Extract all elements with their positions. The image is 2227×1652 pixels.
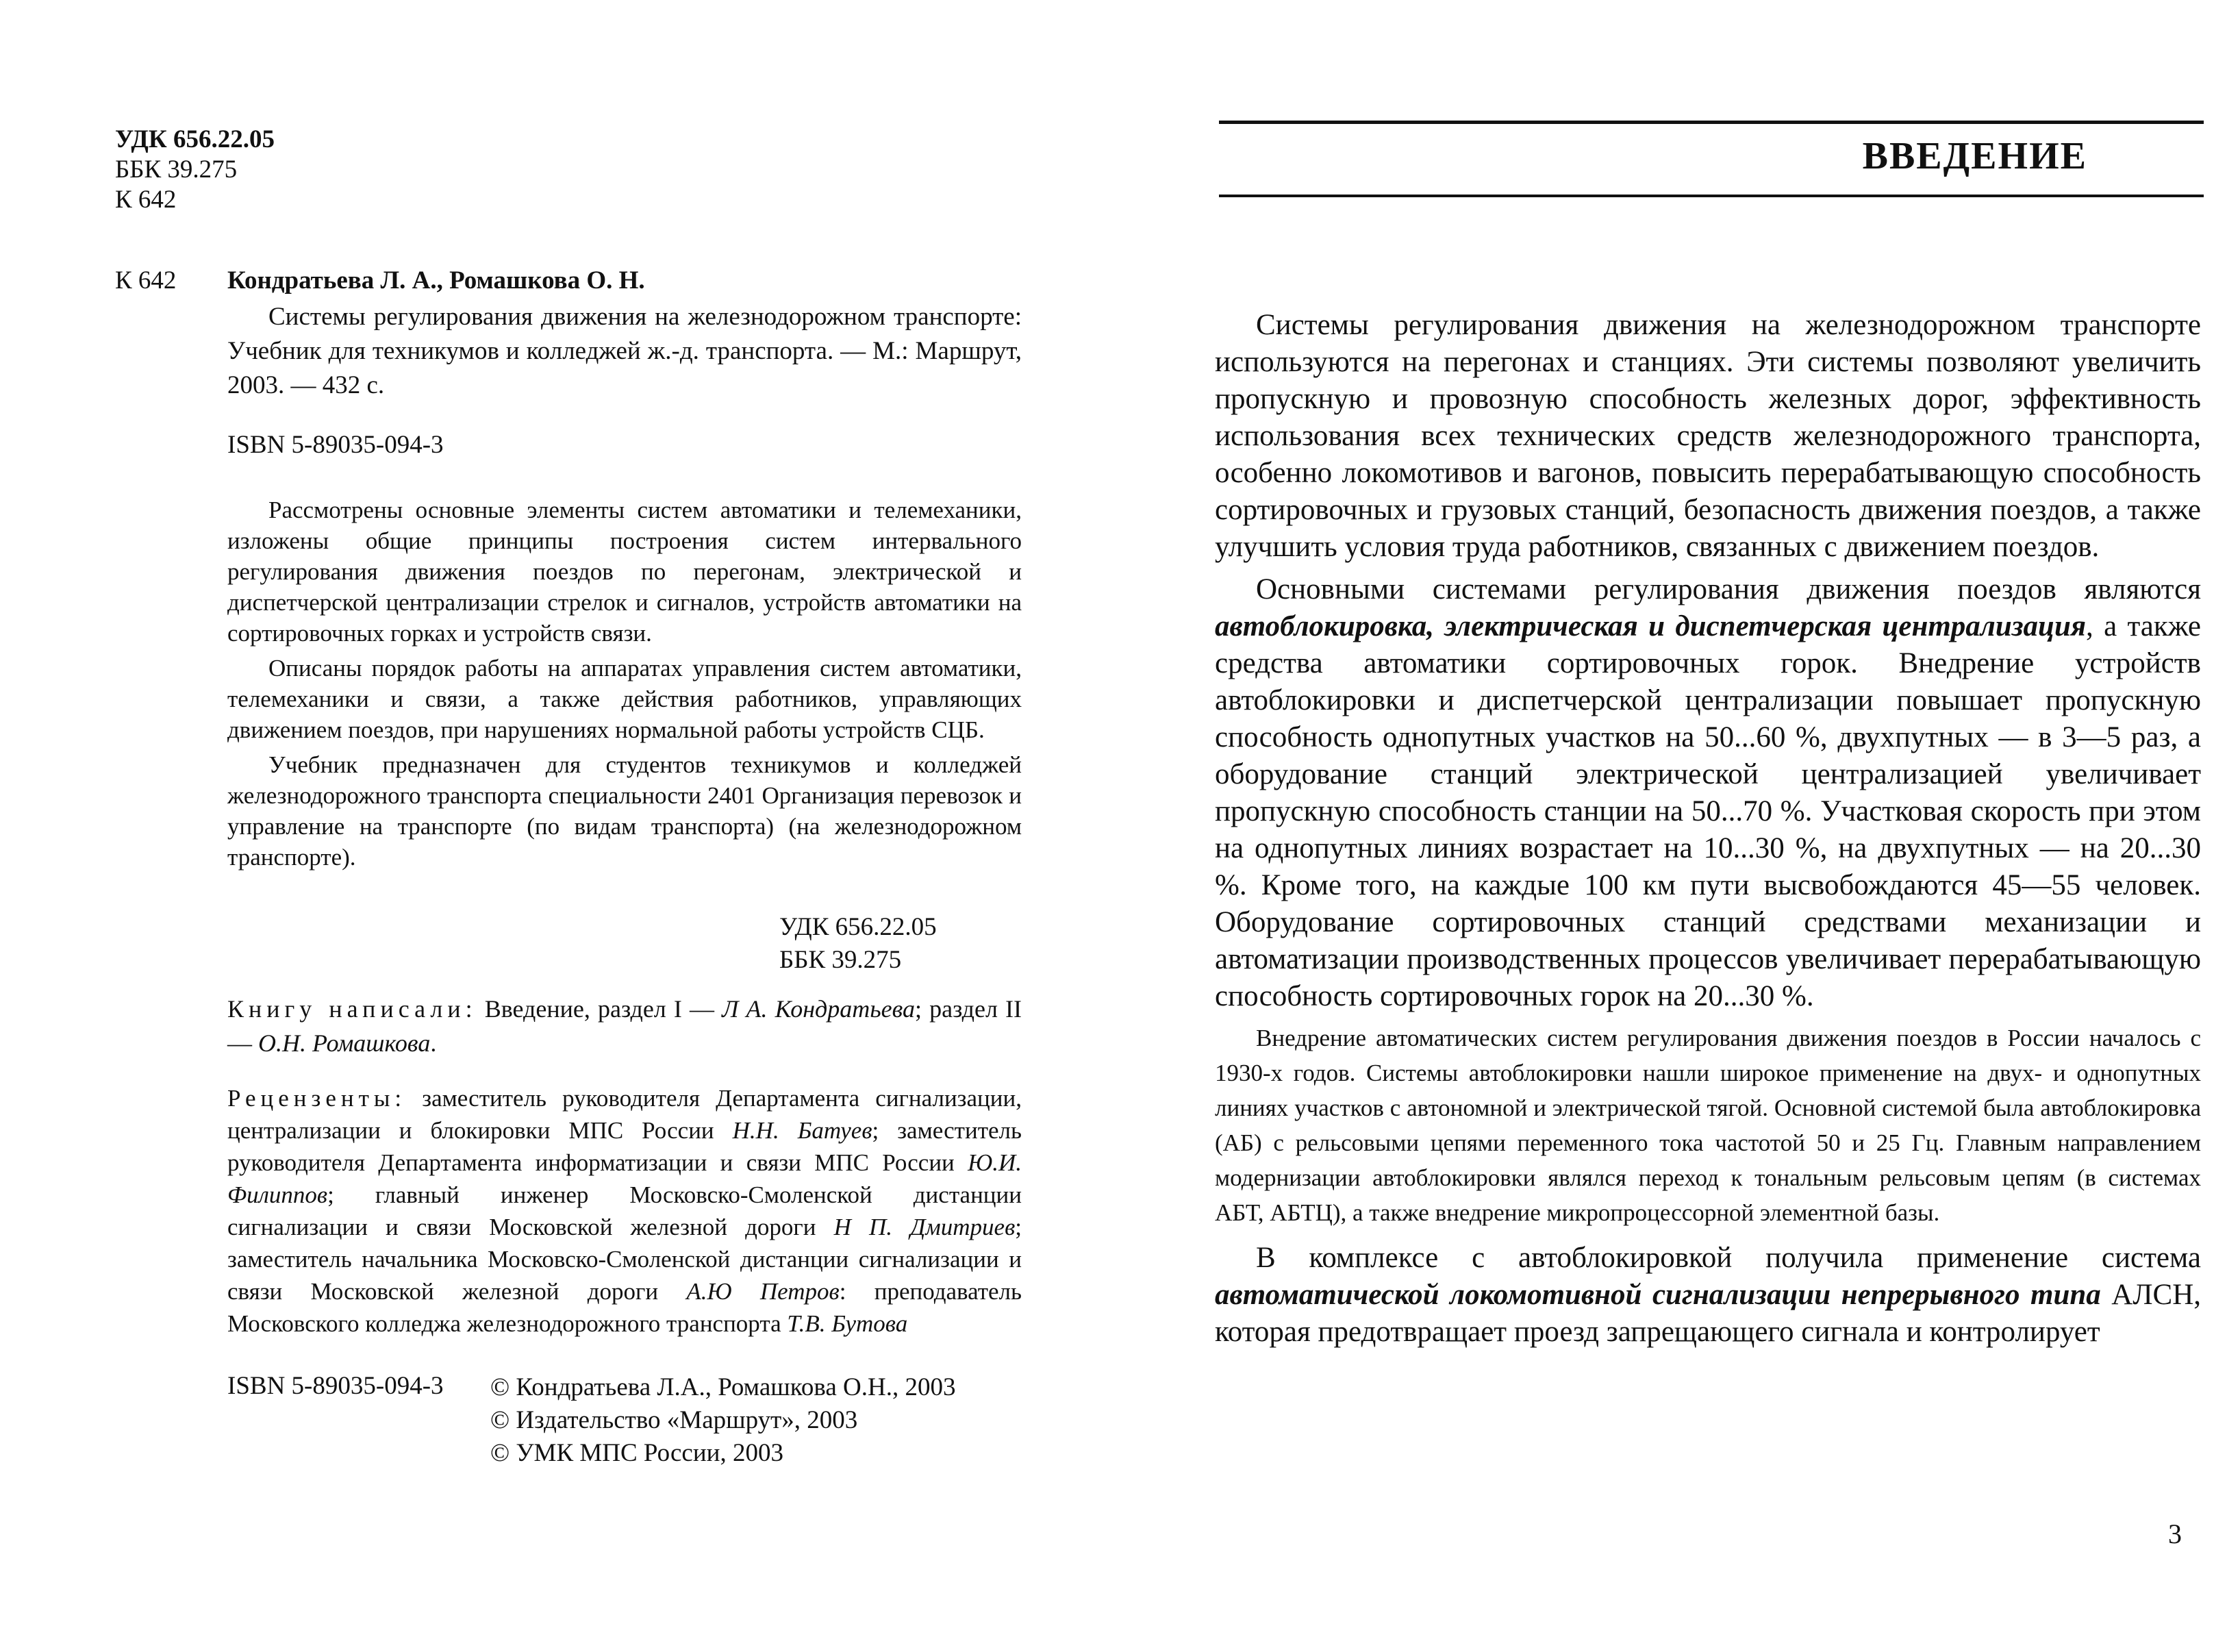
authors: Кондратьева Л. А., Ромашкова О. Н. (227, 266, 645, 295)
introduction-text (1215, 307, 2201, 1356)
written-by-separator: ; раздел II— (227, 995, 1022, 1057)
paragraph (1215, 571, 2201, 1015)
written-by-end: . (430, 1029, 437, 1057)
paragraph-text: В комплексе с автоблокировкой получила применение система (1256, 1242, 2201, 1274)
udk-code: УДК 656.22.05 (779, 913, 937, 941)
bibliographic-description (227, 300, 1022, 403)
small-print-paragraph: Внедрение автоматических систем регулирования движения поездов в России началось с 1930-х годов. Системы автоблокировки нашли широкое применение на двух- и однопутных линиях участков с автономной и электрической тягой. Основной системой была автоблокировка (АБ) с рельсовыми цепями переменного тока частотой 50 и 25 Гц. Главным направлением модернизации автоблокировки являлся переход к тональным рельсовым цепям (в системах АБТ, АБТЦ), а также внедрение микропроцессорной элементной базы. (1215, 1025, 2201, 1226)
written-by (227, 992, 1022, 1060)
title-rule-top (1219, 121, 2204, 124)
paragraph (1215, 1240, 2201, 1351)
reviewer-text: ; заместитель начальника Московско-Смоленской дистанции сигнализации и связи Московской железной дороги (227, 1214, 1022, 1305)
written-by-part: Введение, раздел I — (477, 995, 722, 1023)
catalog-index: К 642 (115, 266, 177, 295)
reviewer-name: Н.Н. Батуев (732, 1117, 872, 1144)
reviewers-label: Рецензенты: (227, 1085, 407, 1112)
abstract-paragraph: Учебник предназначен для студентов техникумов и колледжей железнодорожного транспорта специальности 2401 Организация перевозок и управление на транспорте (по видам транспорта) (на железнодорожном транспорте). (227, 751, 1022, 871)
author-name: Л А. Кондратьева (722, 995, 915, 1023)
udk-code: УДК 656.22.05 (115, 125, 275, 153)
abstract-paragraph: Описаны порядок работы на аппаратах управления систем автоматики, телемеханики и связи, а также действия работников, управляющих движением поездов, при нарушениях нормальной работы устройств СЦБ. (227, 655, 1022, 743)
copyright-line: © Кондратьева Л.А., Ромашкова О.Н., 2003 (490, 1373, 956, 1401)
reviewer-name: Н П. Дмитриев (833, 1214, 1016, 1240)
abstract-paragraph: Рассмотрены основные элементы систем автоматики и телемеханики, изложены общие принципы построения систем интервального регулирования движения поездов по перегонам, электрической и диспетчерской централизации стрелок и сигналов, устройств автоматики на сортировочных горках и устройств связи. (227, 497, 1022, 647)
classification-codes-repeat (779, 911, 937, 977)
bbk-code: ББК 39.275 (115, 155, 238, 184)
page-number: 3 (2168, 1518, 2182, 1549)
chapter-title: ВВЕДЕНИЕ (1862, 135, 2087, 177)
emphasis-term: автоблокировка, электрическая (1215, 610, 1638, 642)
abstract (227, 495, 1022, 877)
paragraph-text: Основными системами регулирования движения поездов являются (1256, 573, 2201, 605)
reviewer-text: ; заместитель руководителя Департамента информатизации и связи МПС России (227, 1117, 1022, 1176)
reviewer-text: ; главный инженер Московско-Смоленской дистанции сигнализации и связи Московской железной дороги (227, 1181, 1022, 1240)
emphasis-term: и (1637, 610, 1676, 642)
reviewer-name: Ю.И. Филиппов (227, 1149, 1022, 1208)
paragraph-text: АЛСН, которая предотвращает проезд запрещающего сигнала и контролирует (1215, 1279, 2202, 1348)
reviewer-name: Т.В. Бутова (787, 1310, 908, 1337)
bottom-isbn: ISBN 5-89035-094-3 (227, 1372, 444, 1400)
right-page (1114, 0, 2227, 1652)
emphasis-term: диспетчерская централизация (1675, 610, 2087, 642)
copyright-line: © Издательство «Маршрут», 2003 (490, 1406, 858, 1434)
bbk-code: ББК 39.275 (779, 946, 902, 974)
author-mark: К 642 (115, 186, 177, 214)
reviewer-text: заместитель руководителя Департамента сигнализации, централизации и блокировки МПС России (227, 1085, 1022, 1144)
copyright-line: © УМК МПС России, 2003 (490, 1439, 783, 1467)
paragraph: Системы регулирования движения на железнодорожном транспорте используются на перегонах и станциях. Эти системы позволяют увеличить пропускную и провозную способность железных дорог, эффективность использования всех технических средств железнодорожного транспорта, особенно локомотивов и вагонов, повысить перерабатывающую способность сортировочных и грузовых станций, безопасность движения поездов, а также улучшить условия труда работников, связанных с движением поездов. (1215, 309, 2201, 563)
paragraph-text: , а также средства автоматики сортировочных горок. Внедрение устройств автоблокировки и диспетчерской централизации повышает пропускную способность однопутных участков на 50...60 %, двухпутных — в 3—5 раз, а оборудование станций электрической централизацией увеличивает пропускную способность станции на 50...70 %. Участковая скорость при этом на однопутных линиях возрастает на 10...30 %, на двухпутных — на 20...30 %. Кроме того, на каждые 100 км пути высвобождаются 45—55 человек. Оборудование сортировочных станций средствами механизации и автоматизации производственных процессов увеличивает перерабатывающую способность сортировочных горок на 20...30 %. (1215, 610, 2201, 1012)
isbn: ISBN 5-89035-094-3 (227, 431, 444, 459)
title-rule-bottom (1219, 195, 2204, 197)
bibliographic-text: Системы регулирования движения на железнодорожном транспорте: Учебник для техникумов и колледжей ж.-д. транспорта. — М.: Маршрут, 2003. — 432 с. (227, 303, 1022, 399)
emphasis-term: автоматической локомотивной сигнализации непрерывного типа (1215, 1279, 2101, 1311)
reviewer-text: : преподаватель Московского колледжа железнодорожного транспорта (227, 1278, 1022, 1337)
copyrights (490, 1371, 955, 1470)
reviewers (227, 1082, 1022, 1340)
written-by-label: Книгу написали: (227, 995, 477, 1023)
classification-codes (115, 125, 275, 215)
reviewer-name: А.Ю Петров (686, 1278, 840, 1305)
author-name: О.Н. Ромашкова (258, 1029, 431, 1057)
